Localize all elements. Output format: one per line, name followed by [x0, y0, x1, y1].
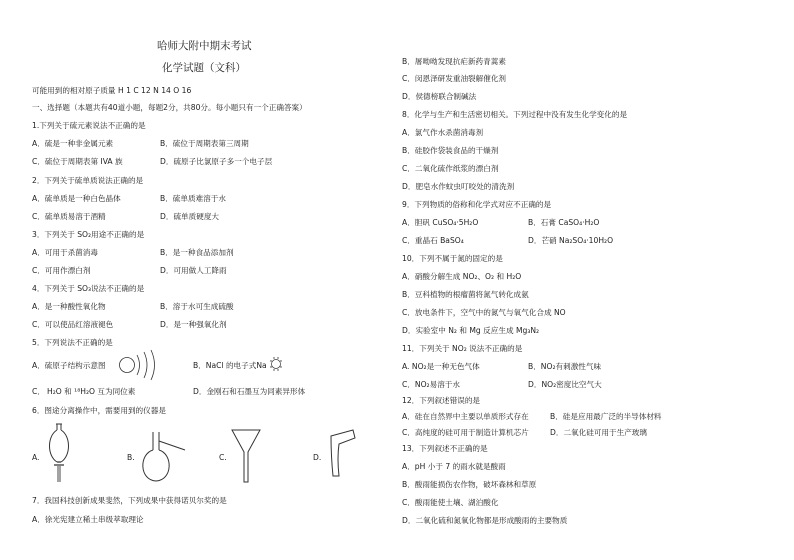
q5-option-b: B．NaCl 的电子式Na	[193, 361, 267, 370]
q11-option-c: C．NO₂易溶于水	[402, 380, 460, 389]
section-one-heading: 一、选择题（本题共有40道小题，每题2分，共80分。每小题只有一个正确答案）	[32, 103, 307, 112]
q3-option-d: D．可用做人工降雨	[160, 266, 227, 275]
q1-option-d: D．硫原子比氯原子多一个电子层	[160, 157, 273, 166]
q12-stem: 12．下列叙述错误的是	[402, 396, 481, 405]
q9-option-d: D．芒硝 Na₂SO₄·10H₂O	[528, 236, 614, 245]
separatory-funnel-icon	[44, 422, 74, 484]
distillation-flask-icon	[135, 430, 187, 484]
q7-option-c: C．闵恩泽研发重油裂解催化剂	[402, 74, 507, 83]
q1-option-b: B．硫位于周期表第三周期	[160, 139, 249, 148]
q6-option-b: B.	[127, 453, 135, 462]
q2-option-b: B．硫单质难溶于水	[160, 194, 226, 203]
q11-stem: 11．下列关于 NO₂ 说法不正确的是	[402, 344, 523, 353]
q10-option-d: D．实验室中 N₂ 和 Mg 反应生成 Mg₃N₂	[402, 326, 540, 335]
q13-option-d: D．二氧化硫和氮氧化物都是形成酸雨的主要物质	[402, 516, 568, 525]
q2-stem: 2．下列关于硫单质说法正确的是	[32, 176, 144, 185]
q10-option-a: A．硝酸分解生成 NO₂、O₂ 和 H₂O	[402, 272, 522, 281]
q10-stem: 10．下列不属于氮的固定的是	[402, 254, 503, 263]
q5-stem: 5．下列说法不正确的是	[32, 338, 113, 347]
q12-option-a: A．硅在自然界中主要以单质形式存在	[402, 412, 529, 421]
q5-option-d: D．金刚石和石墨互为同素异形体	[193, 387, 306, 396]
q9-option-c: C．重晶石 BaSO₄	[402, 236, 464, 245]
q7-option-a: A．徐光宪建立稀土串级萃取理论	[32, 515, 144, 524]
q13-stem: 13．下列叙述不正确的是	[402, 444, 488, 453]
sulfur-atom-structure-diagram	[118, 348, 160, 382]
q2-option-c: C．硫单质易溶于酒精	[32, 212, 106, 221]
atomic-masses-note: 可能用到的相对原子质量 H 1 C 12 N 14 O 16	[32, 86, 192, 95]
q9-stem: 9．下列物质的俗称和化学式对应不正确的是	[402, 200, 552, 209]
funnel-icon	[230, 428, 262, 484]
q8-stem: 8．化学与生产和生活密切相关。下列过程中没有发生化学变化的是	[402, 110, 628, 119]
q1-option-a: A．硫是一种非金属元素	[32, 139, 114, 148]
q6-option-d: D.	[313, 453, 322, 462]
q13-option-b: B．酸雨能损伤农作物，破坏森林和草原	[402, 480, 537, 489]
q4-option-c: C．可以使品红溶液褪色	[32, 320, 114, 329]
q11-option-b: B．NO₂有刺激性气味	[528, 362, 602, 371]
q8-option-b: B．硅胶作袋装食品的干燥剂	[402, 146, 499, 155]
q1-option-c: C．硫位于周期表第 IVA 族	[32, 157, 123, 166]
q3-stem: 3．下列关于 SO₂用途不正确的是	[32, 230, 145, 239]
q2-option-a: A．硫单质是一种白色晶体	[32, 194, 121, 203]
condenser-tube-icon	[327, 428, 357, 478]
q5-option-c-label: C．	[32, 387, 45, 396]
q12-option-b: B．硅是应用最广泛的半导体材料	[550, 412, 662, 421]
q6-option-c: C.	[219, 453, 227, 462]
q6-option-a: A.	[32, 453, 40, 462]
q4-option-a: A．是一种酸性氧化物	[32, 302, 106, 311]
q3-option-b: B．是一种食品添加剂	[160, 248, 234, 257]
subject-title: 化学试题（文科）	[162, 62, 246, 74]
q5-option-a: A．硫原子结构示意图	[32, 361, 106, 370]
q4-option-d: D．是一种强氧化剂	[160, 320, 227, 329]
q8-option-a: A．氯气作水杀菌消毒剂	[402, 128, 484, 137]
q3-option-a: A．可用于杀菌消毒	[32, 248, 98, 257]
q10-option-b: B．豆科植物的根瘤菌将氮气转化成氨	[402, 290, 529, 299]
q13-option-c: C．酸雨能使土壤、湖泊酸化	[402, 498, 499, 507]
q5-option-c-text: H₂O 和 ¹⁸H₂O 互为同位素	[47, 387, 136, 396]
q6-stem: 6．图途分离操作中，需要用到的仪器是	[32, 406, 166, 415]
q12-option-c: C．高纯度的硅可用于制造计算机芯片	[402, 428, 529, 437]
q2-option-d: D．硫单质硬度大	[160, 212, 220, 221]
q8-option-d: D．肥皂水作蚊虫叮咬处的清洗剂	[402, 182, 515, 191]
q7-option-b: B．屠呦呦发现抗疟新药青蒿素	[402, 57, 506, 66]
q12-option-d: D．二氧化硅可用于生产玻璃	[550, 428, 647, 437]
q7-option-d: D．侯德榜联合制碱法	[402, 92, 477, 101]
q1-stem: 1.下列关于硫元素说法不正确的是	[32, 121, 146, 130]
q3-option-c: C．可用作漂白剂	[32, 266, 91, 275]
q10-option-c: C．放电条件下，空气中的氮气与氧气化合成 NO	[402, 308, 566, 317]
school-title: 哈师大附中期末考试	[157, 40, 252, 52]
q4-option-b: B．溶于水可生成硫酸	[160, 302, 234, 311]
q8-option-c: C．二氧化硫作纸浆的漂白剂	[402, 164, 499, 173]
q13-option-a: A．pH 小于 7 的雨水就是酸雨	[402, 462, 506, 471]
q7-stem: 7．我国科技创新成果斐然，下列成果中获得诺贝尔奖的是	[32, 496, 227, 505]
q9-option-b: B．石膏 CaSO₄·H₂O	[528, 218, 600, 227]
q9-option-a: A．胆矾 CuSO₄·5H₂O	[402, 218, 479, 227]
q11-option-d: D．NO₂密度比空气大	[528, 380, 602, 389]
q4-stem: 4．下列关于 SO₃说法不正确的是	[32, 284, 145, 293]
q11-option-a: A. NO₂是一种无色气体	[402, 362, 480, 371]
chloride-electron-dot-diagram	[269, 357, 283, 371]
